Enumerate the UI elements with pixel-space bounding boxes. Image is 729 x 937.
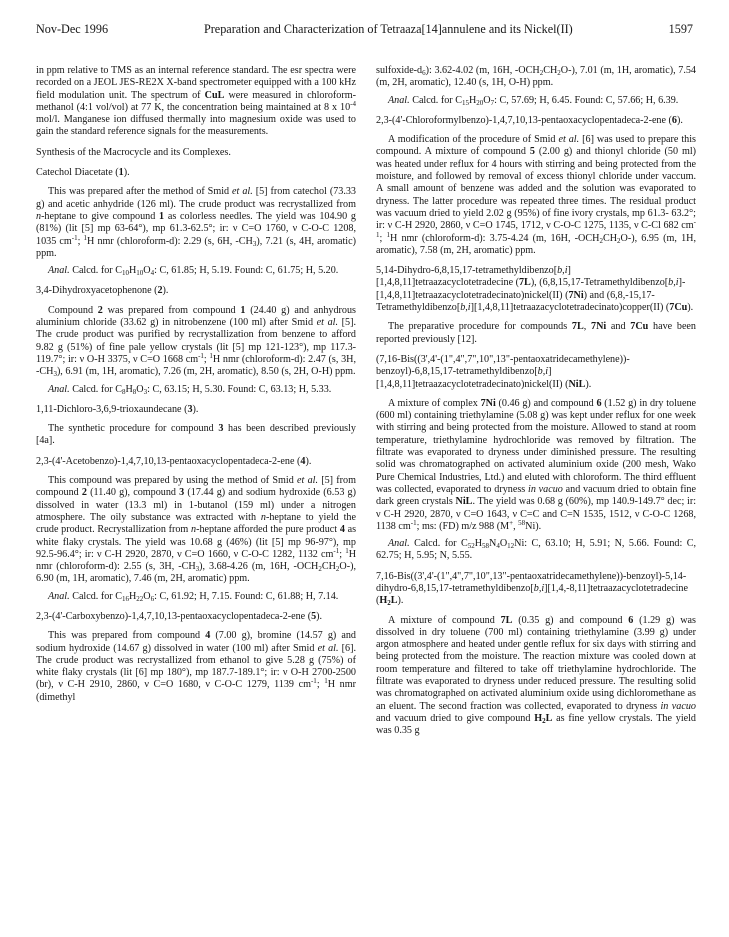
section-heading: 2,3-(4'-Chloroformylbenzo)-1,4,7,10,13-pentaoxacyclopentadeca-2-ene (6). [376,114,683,126]
section-heading: 3,4-Dihydroxyacetophenone (2). [36,285,169,297]
body-paragraph: This compound was prepared by using the method of Smid et al. [5] from compound 2 (11.40 g), compound 3 (17.44 g) and sodium hydroxide (6.53 g) dissolved in water (13.3 ml) in 1-butanol (159 ml) under a nitrogen atmosphere. The oily substance was extracted with n-heptane to yield the crude product. Recrystallization from n-heptane afforded the pure product 4 as white flaky crystals. The yield was 10.68 g (46%) (lit [5] mp 96-97°), mp 92.5-96.4°; ir: ν C-H 2920, 2870, ν C=O 1660, ν C-O-C 1282, 1132 $cm^{-1}$; $^1$H nmr (chloroform-d): 2.55 (s, 3H, $-CH_3$), 3.68-4.26 (m, 16H, $-OCH_2CH_2O-$), 6.90 (m, 1H, aromatic), 7.46 (m, 2H, aromatic) ppm. [36,475,357,585]
body-paragraph: Anal. Calcd. for $C_{10}H_{10}O_4$: C, 61.85; H, 5.19. Found: C, 61.75; H, 5.20. [48,265,339,278]
body-paragraph: in ppm relative to TMS as an internal reference standard. The esr spectra were recorded on a JEOL JES-RE2X X-band spectrometer equipped with a 100 kHz field modulation unit. The spectrum of CuL were measured in chloroform-methanol (4:1 vol/vol) at 77 K, the concentration being maintained at 8 x $10^{-4}$ mol/l. Manganese ion diffused thermally into magnesium oxide was used to gain the standard reference signals for the measurements. [36,65,356,138]
body-paragraph: sulfoxide-$d_6$): 3.62-4.02 (m, 16H, $-OCH_2CH_2O-$), 7.01 (m, 1H, aromatic), 7.54 (m, 2H, aromatic), 12.40 (s, 1H, O-H) ppm. [376,65,696,89]
section-heading: 2,3-(4'-Carboxybenzo)-1,4,7,10,13-pentaoxacyclopentadeca-2-ene (5). [36,610,323,622]
section-heading: 1,11-Dichloro-3,6,9-trioxaundecane (3). [36,403,199,415]
body-paragraph: Anal. Calcd. for $C_{16}H_{22}O_6$: C, 61.92; H, 7.15. Found: C, 61.88; H, 7.14. [48,590,339,603]
section-heading: 5,14-Dihydro-6,8,15,17-tetramethyldibenzo[b,i][1,4,8,11]tetraazacyclotetradecine (7L), (6,8,15,17-Tetramethyldibenzo[b,i]-[1,4,8,11]tetraazacyclotetradecinato)nickel(II) (7Ni) and (6,8,-15,17-Tetramethyldibenzo[b,i][1,4,8,11]tetraazacyclotetradecinato)copper(II) (7Cu). [376,265,694,314]
body-paragraph: Anal. Calcd. for $C_{15}H_{20}O_7$: C, 57.69; H, 6.45. Found: C, 57.66; H, 6.39. [388,94,679,107]
section-heading: Synthesis of the Macrocycle and its Complexes. [36,146,231,158]
header-page-number: 1597 [668,22,693,36]
body-paragraph: A mixture of complex 7Ni (0.46 g) and compound 6 (1.52 g) in dry toluene (600 ml) containing triethylamine (5.08 g) was kept under reflux for one week with stirring and being protected from the moisture. Allowed to stand at room temperature, triethylamine hydrochloride was removed by filtration. The filtrate was evaporated to dryness under diminished pressure. The resulting solid was chromatographed on activated aluminium oxide (200 mesh, Wako Pure Chemical Industries, Ltd.) and eluted with chloroform. The third effluent was collected, evaporated to dryness in vacuo and vacuum dried to obtain fine dark green crystals NiL. The yield was 0.68 g (60%), mp 140.9-149.7° dec; ir: ν C-H 2920, 2870, ν C=O 1643, ν C=C and C=N 1535, 1512, ν C-O-C 1268, 1138 $cm^{-1}$; ms: (FD) m/z 988 (M+, $^{58}$Ni). [376,397,697,532]
body-paragraph: This was prepared from compound 4 (7.00 g), bromine (14.57 g) and sodium hydroxide (14.67 g) dissolved in water (100 ml) after Smid et al. [6]. The crude product was recrystallized from ethanol to give 5.28 g (75%) of white flaky crystals (lit [6] mp 180°), mp 187.7-189.1°; ir: ν O-H 2700-2500 (br), ν C-H 2910, 2860, ν C=O 1680, ν C-O-C 1279, 1139 $cm^{-1}$; $^1$H nmr (dimethyl [36,630,356,703]
body-paragraph: The synthetic procedure for compound 3 has been described previously [4a]. [36,423,356,447]
right-column [376,65,696,743]
section-heading: Catechol Diacetate (1). [36,167,130,179]
body-paragraph: A modification of the procedure of Smid et al. [6] was used to prepare this compound. A mixture of compound 5 (2.00 g) and thionyl chloride (50 ml) was heated under reflux for 4 hours with stirring and being protected from the moisture, and followed by removal of excess thionyl chloride under vaccum. A small amount of benzene was added and the solution was evaporated to dryness. The latter procedure was repeated three times. The residual product was vacuum dried to yield 2.02 g (95%) of fine ivory crystals, mp 61.3- 63.2°; ir: ν C-H 2920, 2860, ν C=O 1745, 1712, ν C-O-C 1275, 1135, ν C-Cl 682 $cm^{-1}$; $^1$H nmr (chloroform-d): 3.75-4.24 (m, 16H, $-OCH_2CH_2O-$), 6.95 (m, 1H, aromatic), 7.58 (m, 2H, aromatic) ppm. [376,134,697,256]
header-title: Preparation and Characterization of Tetraaza[14]annulene and its Nickel(II) [203,22,573,36]
header-date: Nov-Dec 1996 [36,22,109,36]
body-paragraph: The preparative procedure for compounds 7L, 7Ni and 7Cu have been reported previously [12]. [376,321,696,345]
body-paragraph: Compound 2 was prepared from compound 1 (24.40 g) and anhydrous aluminium chloride (33.62 g) in nitrobenzene (100 ml) after Smid et al. [5]. The crude product was purified by recrystallization from benzene to afford 9.82 g (51%) of fine pale yellow crystals (lit [5] mp 121-123°), mp 117.3-119.7°; ir: ν O-H 3375, ν C=O 1668 $cm^{-1}$; $^1$H nmr (chloroform-d): 2.47 (s, 3H, $-CH_3$), 6.91 (m, 1H, aromatic), 7.26 (m, 2H, aromatic), 8.50 (s, 2H, O-H) ppm. [36,304,357,379]
running-header [36,22,693,44]
body-paragraph: Anal. Calcd. for $C_8H_8O_3$: C, 63.15; H, 5.30. Found: C, 63.13; H, 5.33. [48,383,332,396]
body-paragraph: This was prepared after the method of Smid et al. [5] from catechol (73.33 g) and acetic anhydride (126 ml). The crude product was recrystallized from n-heptane to give compound 1 as colorless needles. The yield was 104.90 g (81%) (lit [5] mp 63-64°), mp 61.3-62.5°; ir: ν C=O 1760, ν C-O-C 1208, 1035 $cm^{-1}$; $^1$H nmr (chloroform-d): 2.29 (s, 6H, $-CH_3$), 7.21 (s, 4H, aromatic) ppm. [36,186,356,259]
body-paragraph: Anal. Calcd. for $C_{52}H_{58}N_4O_{12}Ni$: C, 63.10; H, 5.91; N, 5.66. Found: C, 62.75; H, 5.95; N, 5.55. [376,538,696,562]
section-heading: 7,16-Bis((3',4'-(1",4",7",10",13"-pentaoxatridecamethylene))-benzoyl)-5,14-dihydro-6,8,15,17-tetramethyldibenzo[b,i][1,4,-8,11]tetraazacyclotetradecine $(H_2L)$. [376,570,688,608]
left-column [36,65,356,709]
body-paragraph: A mixture of compound 7L (0.35 g) and compound 6 (1.29 g) was dissolved in dry toluene (700 ml) containing triethylamine (3.99 g) under argon atmosphere and heated under gentle reflux for six days with stirring and being protected from the moisture. The reaction mixture was cooled down at room temperature and filtered to take off triethylamine hydrochloride. The filtrate was evaporated to dryness under reduced pressure. The resulting solid was chromatographed on activated aluminium oxide using dichloromethane as an eluent. The second fraction was collected, evaporated to dryness in vacuo and vacuum dried to give compound $H_2L$ as fine yellow crystals. The yield was 0.35 g [376,614,696,737]
section-heading: 2,3-(4'-Acetobenzo)-1,4,7,10,13-pentaoxacyclopentadeca-2-ene (4). [36,455,312,467]
section-heading: (7,16-Bis((3',4'-(1",4",7",10",13"-pentaoxatridecamethylene))-benzoyl)-6,8,15,17-tetramethyldibenzo[b,i][1,4,8,11]tetraazacyclotetradecinato)nickel(II) (NiL). [376,353,630,390]
